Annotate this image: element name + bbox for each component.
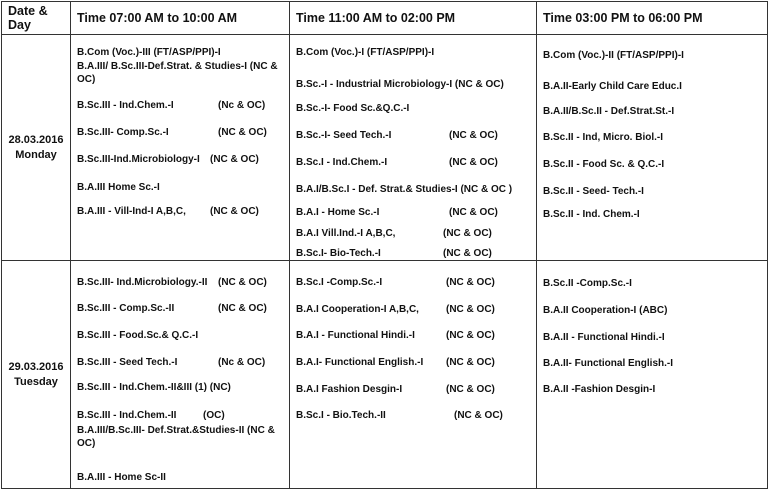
exam-entry: B.Sc.III - Seed Tech.-I (Nc & OC) xyxy=(77,357,266,368)
exam-entry: B.Sc.III - Ind.Chem.-I (Nc & OC) xyxy=(77,100,266,111)
slot-cell-evening xyxy=(537,35,768,261)
exam-entry: B.A.I/B.Sc.I - Def. Strat.& Studies-I (NC & OC ) xyxy=(296,184,513,195)
exam-category: (NC & OC) xyxy=(446,277,495,288)
exam-entry: B.Sc.-I- Seed Tech.-I (NC & OC) xyxy=(296,130,498,141)
exam-category: (NC & OC) xyxy=(446,304,495,315)
slot-cell-midday xyxy=(290,261,537,489)
exam-day: Tuesday xyxy=(14,375,58,388)
exam-entry: B.A.III - Home Sc-II xyxy=(77,472,166,483)
exam-entry: B.Sc.II - Ind. Chem.-I xyxy=(543,209,640,220)
exam-category: (NC & OC) xyxy=(210,206,259,217)
exam-entry: B.A.II- Functional English.-I xyxy=(543,358,673,369)
header-slot-midday: Time 11:00 AM to 02:00 PM xyxy=(290,2,537,35)
exam-category: (NC & OC) xyxy=(449,207,498,218)
exam-category: (NC & OC) xyxy=(446,384,495,395)
exam-entry: B.A.III/ B.Sc.III-Def.Strat. & Studies-I (NC & OC) xyxy=(77,61,278,85)
slot-cell-midday xyxy=(290,35,537,261)
slot-cell-evening xyxy=(537,261,768,489)
exam-entry: B.A.II - Functional Hindi.-I xyxy=(543,332,665,343)
exam-entry: B.Sc.I -Comp.Sc.-I (NC & OC) xyxy=(296,277,495,288)
exam-category: (Nc & OC) xyxy=(218,357,266,368)
exam-entry: B.Sc.II - Ind, Micro. Biol.-I xyxy=(543,132,664,143)
exam-entry: B.A.II Cooperation-I (ABC) xyxy=(543,305,668,316)
exam-entry: B.A.III Home Sc.-I xyxy=(77,182,160,193)
exam-entry: B.Sc.-I- Food Sc.&Q.C.-I xyxy=(296,103,410,114)
exam-category: (NC & OC) xyxy=(218,277,267,288)
exam-entry: B.Sc.I- Bio-Tech.-I (NC & OC) xyxy=(296,248,492,259)
exam-entry: B.A.I- Functional English.-I (NC & OC) xyxy=(296,357,495,368)
exam-entry: B.Sc.II - Seed- Tech.-I xyxy=(543,186,644,197)
date-cell xyxy=(2,35,71,261)
exam-entry: B.Sc.III-Ind.Microbiology-I (NC & OC) xyxy=(77,154,259,165)
exam-entry: B.A.III/B.Sc.III- Def.Strat.&Studies-II (NC & OC) xyxy=(77,425,275,449)
exam-entry: B.Sc.II -Comp.Sc.-I xyxy=(543,278,632,289)
exam-category: (NC & OC) xyxy=(443,248,492,259)
exam-category: (NC & OC) xyxy=(210,154,259,165)
slot-cell-morning xyxy=(71,35,290,261)
header-slot-evening: Time 03:00 PM to 06:00 PM xyxy=(537,2,768,35)
exam-entry: B.A.II -Fashion Desgin-I xyxy=(543,384,656,395)
exam-entry: B.Sc.II - Food Sc. & Q.C.-I xyxy=(543,159,665,170)
day-row-monday xyxy=(2,35,768,261)
exam-category: (OC) xyxy=(203,410,225,421)
exam-category: (Nc & OC) xyxy=(218,100,266,111)
exam-entry: B.A.I Fashion Desgin-I (NC & OC) xyxy=(296,384,495,395)
exam-entry: B.Sc.III - Food.Sc.& Q.C.-I xyxy=(77,330,199,341)
exam-category: (NC & OC) xyxy=(449,130,498,141)
exam-entry: B.Sc.III - Ind.Chem.-II (OC) xyxy=(77,410,225,421)
exam-category: (NC & OC) xyxy=(446,357,495,368)
exam-entry: B.A.I - Functional Hindi.-I (NC & OC) xyxy=(296,330,495,341)
exam-entry: B.A.II-Early Child Care Educ.I xyxy=(543,81,682,92)
exam-category: (NC & OC) xyxy=(443,228,492,239)
exam-category: (NC & OC) xyxy=(446,330,495,341)
exam-entry: B.Sc.-I - Industrial Microbiology-I (NC & OC) xyxy=(296,79,504,90)
exam-category: (NC & OC) xyxy=(449,157,498,168)
exam-timetable xyxy=(1,1,768,489)
exam-date: 28.03.2016 xyxy=(8,133,64,146)
exam-date: 29.03.2016 xyxy=(8,360,64,373)
day-row-tuesday xyxy=(2,261,768,489)
exam-entry: B.Sc.III - Ind.Chem.-II&III (1) (NC) xyxy=(77,382,231,393)
exam-day: Monday xyxy=(15,148,57,161)
exam-entry: B.Com (Voc.)-III (FT/ASP/PPI)-I xyxy=(77,47,221,58)
exam-category: (NC & OC) xyxy=(454,410,503,421)
exam-entry: B.A.I - Home Sc.-I (NC & OC) xyxy=(296,207,498,218)
exam-entry: B.Sc.III- Comp.Sc.-I (NC & OC) xyxy=(77,127,267,138)
exam-entry: B.A.III - Vill-Ind-I A,B,C, (NC & OC) xyxy=(77,206,259,217)
header-row xyxy=(2,2,768,35)
exam-entry: B.Sc.I - Bio.Tech.-II (NC & OC) xyxy=(296,410,503,421)
header-slot-morning: Time 07:00 AM to 10:00 AM xyxy=(71,2,290,35)
exam-category: (NC & OC) xyxy=(218,303,267,314)
exam-entry: B.A.I Cooperation-I A,B,C, (NC & OC) xyxy=(296,304,495,315)
exam-entry: B.Sc.I - Ind.Chem.-I (NC & OC) xyxy=(296,157,498,168)
exam-category: (NC & OC) xyxy=(218,127,267,138)
exam-entry: B.A.I Vill.Ind.-I A,B,C, (NC & OC) xyxy=(296,228,492,239)
date-cell xyxy=(2,261,71,489)
exam-entry: B.Com (Voc.)-II (FT/ASP/PPI)-I xyxy=(543,50,684,61)
header-date-day: Date & Day xyxy=(2,2,71,35)
exam-entry: B.Sc.III- Ind.Microbiology.-II (NC & OC) xyxy=(77,277,267,288)
exam-entry: B.Sc.III - Comp.Sc.-II (NC & OC) xyxy=(77,303,267,314)
slot-cell-morning xyxy=(71,261,290,489)
exam-entry: B.Com (Voc.)-I (FT/ASP/PPI)-I xyxy=(296,47,435,58)
exam-entry: B.A.II/B.Sc.II - Def.Strat.St.-I xyxy=(543,106,675,117)
